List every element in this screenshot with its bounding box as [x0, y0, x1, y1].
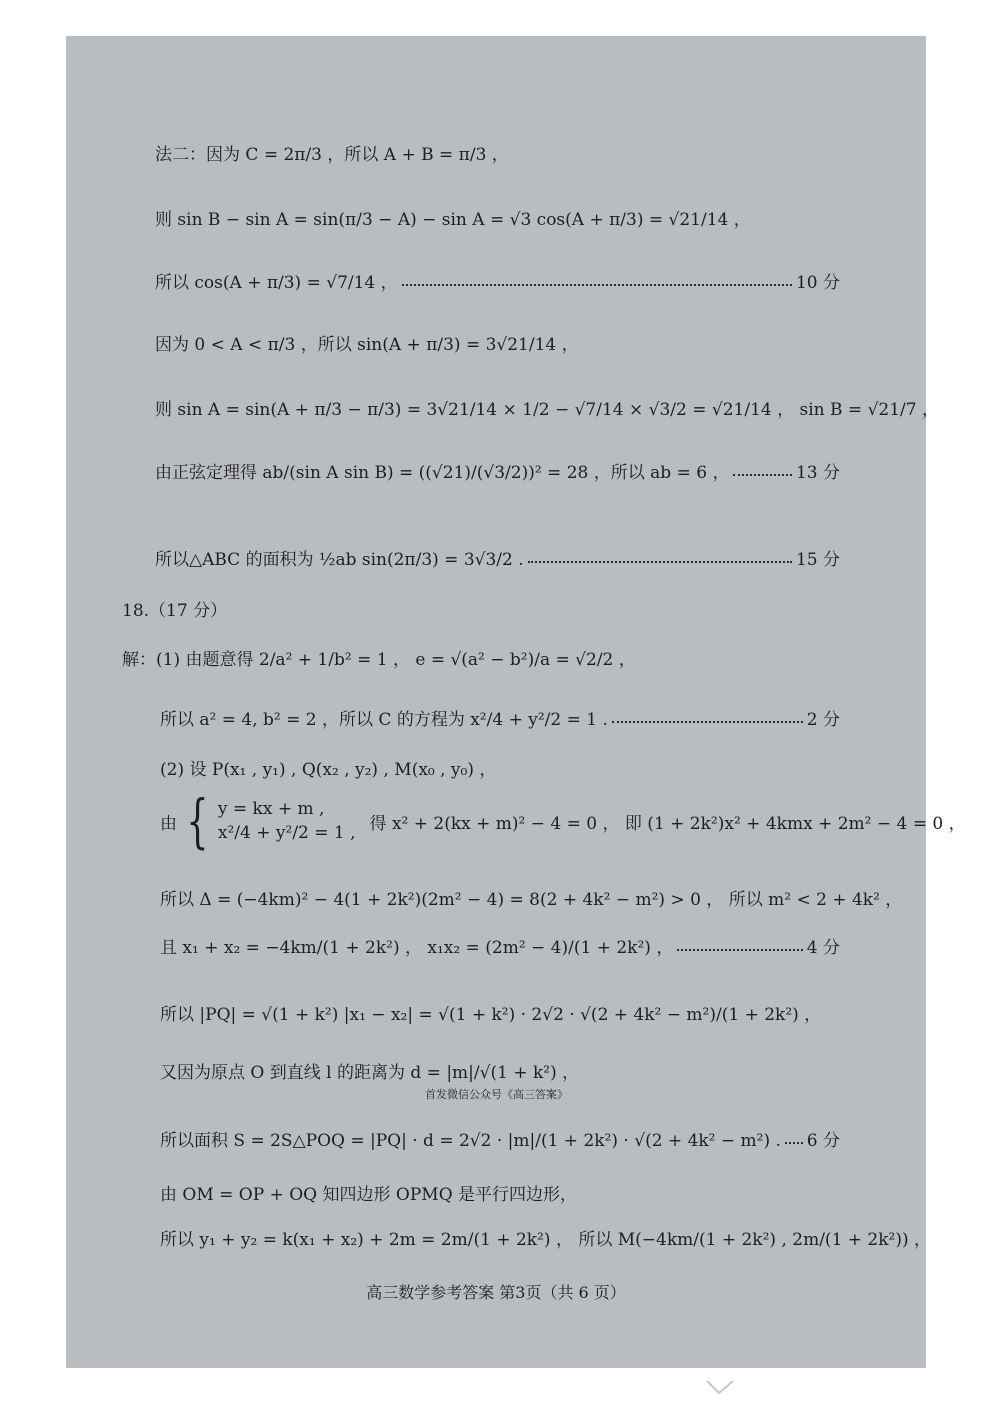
line-range-A: [155, 330, 579, 355]
line-area: [160, 1126, 840, 1151]
text-l14: 所以 |PQ| = √(1 + k²) |x₁ − x₂| = √(1 + k²) · 2√2 · √(2 + 4k² − m²)/(1 + 2k²) ，: [160, 1005, 822, 1025]
text-l11: 得 x² + 2(kx + m)² − 4 = 0 ， 即 (1 + 2k²)x² + 4kmx + 2m² − 4 = 0 ，: [369, 813, 966, 834]
system-eq-2: x²/4 + y²/2 = 1 ,: [217, 823, 356, 843]
line-cos-result: [155, 268, 840, 293]
text-l12: 所以 Δ = (−4km)² − 4(1 + 2k²)(2m² − 4) = 8(2 + 4k² − m²) > 0 ， 所以 m² < 2 + 4k² ，: [160, 890, 903, 910]
text-l8: 解：(1) 由题意得 2/a² + 1/b² = 1 ， e = √(a² − b²)/a = √2/2 ，: [122, 650, 636, 670]
line-distance: [160, 1058, 579, 1083]
score-leader-dots: [528, 553, 792, 563]
score-leader-dots: [677, 941, 802, 951]
score-13: 13 分: [795, 463, 840, 483]
text-l2: 则 sin B − sin A = sin(π/3 − A) − sin A = √3 cos(A + π/3) = √21/14 ，: [155, 210, 751, 230]
line-midpoint-M: [160, 1225, 931, 1250]
line-part2-setup: [160, 755, 496, 780]
score-15: 15 分: [795, 550, 840, 570]
left-brace-icon: {: [186, 787, 209, 855]
text-q18: 18.（17 分）: [122, 601, 228, 621]
score-leader-dots: [785, 1134, 803, 1144]
line-parallelogram: [160, 1180, 577, 1205]
text-l13: 且 x₁ + x₂ = −4km/(1 + 2k²) ， x₁x₂ = (2m² − 4)/(1 + 2k²) ，: [160, 938, 674, 958]
score-6: 6 分: [806, 1131, 840, 1151]
line-ellipse-equation: [160, 705, 840, 730]
text-l1: 法二：因为 C = 2π/3 ，所以 A + B = π/3 ，: [155, 145, 509, 165]
text-l9: 所以 a² = 4, b² = 2 ，所以 C 的方程为 x²/4 + y²/2 = 1 .: [160, 710, 608, 730]
exam-paper: [66, 36, 926, 1368]
text-l11-pre: 由: [160, 813, 177, 834]
line-chord-length: [160, 1000, 821, 1025]
text-l6: 由正弦定理得 ab/(sin A sin B) = ((√21)/(√3/2))² = 28 ，所以 ab = 6 ，: [155, 463, 730, 483]
text-l7: 所以△ABC 的面积为 ½ab sin(2π/3) = 3√3/2 .: [155, 550, 524, 570]
score-leader-dots: [612, 713, 803, 723]
line-sinA-sinB: [155, 395, 939, 420]
score-10: 10 分: [795, 273, 840, 293]
line-method-two: [155, 140, 509, 165]
score-leader-dots: [402, 276, 792, 286]
line-discriminant: [160, 885, 902, 910]
question-18-heading: [122, 596, 227, 621]
system-eq-1: y = kx + m ,: [217, 799, 325, 819]
text-l3: 所以 cos(A + π/3) = √7/14 ，: [155, 273, 398, 293]
page-footer: 高三数学参考答案 第3页（共 6 页）: [366, 1283, 626, 1302]
text-l18: 所以 y₁ + y₂ = k(x₁ + x₂) + 2m = 2m/(1 + 2k²) ， 所以 M(−4km/(1 + 2k²) , 2m/(1 + 2k²)) ，: [160, 1230, 932, 1250]
line-sinB-minus-sinA: [155, 205, 751, 230]
text-l17: 由 OM = OP + OQ 知四边形 OPMQ 是平行四边形，: [160, 1185, 578, 1205]
watermark-text: 首发微信公众号《高三答案》: [425, 1088, 568, 1101]
line-sine-law: [155, 458, 840, 483]
text-l15: 又因为原点 O 到直线 l 的距离为 d = |m|/√(1 + k²) ，: [160, 1063, 580, 1083]
equation-system: [218, 799, 356, 843]
line-vieta: [160, 933, 840, 958]
line-solution-part1: [122, 645, 636, 670]
text-l5: 则 sin A = sin(A + π/3 − π/3) = 3√21/14 × 1/2 − √7/14 × √3/2 = √21/14 ， sin B = √21/7 ，: [155, 400, 939, 420]
score-4: 4 分: [806, 938, 840, 958]
text-l16: 所以面积 S = 2S△POQ = |PQ| · d = 2√2 · |m|/(1 + 2k²) · √(2 + 4k² − m²) .: [160, 1131, 781, 1151]
score-2: 2 分: [806, 710, 840, 730]
corner-mark-icon: [705, 1378, 735, 1400]
text-l4: 因为 0 < A < π/3 ，所以 sin(A + π/3) = 3√21/14 ，: [155, 335, 579, 355]
text-l10: (2) 设 P(x₁ , y₁) , Q(x₂ , y₂) , M(x₀ , y₀) ，: [160, 760, 497, 780]
line-triangle-area: [155, 545, 840, 570]
score-leader-dots: [733, 466, 792, 476]
line-system: [160, 787, 966, 855]
